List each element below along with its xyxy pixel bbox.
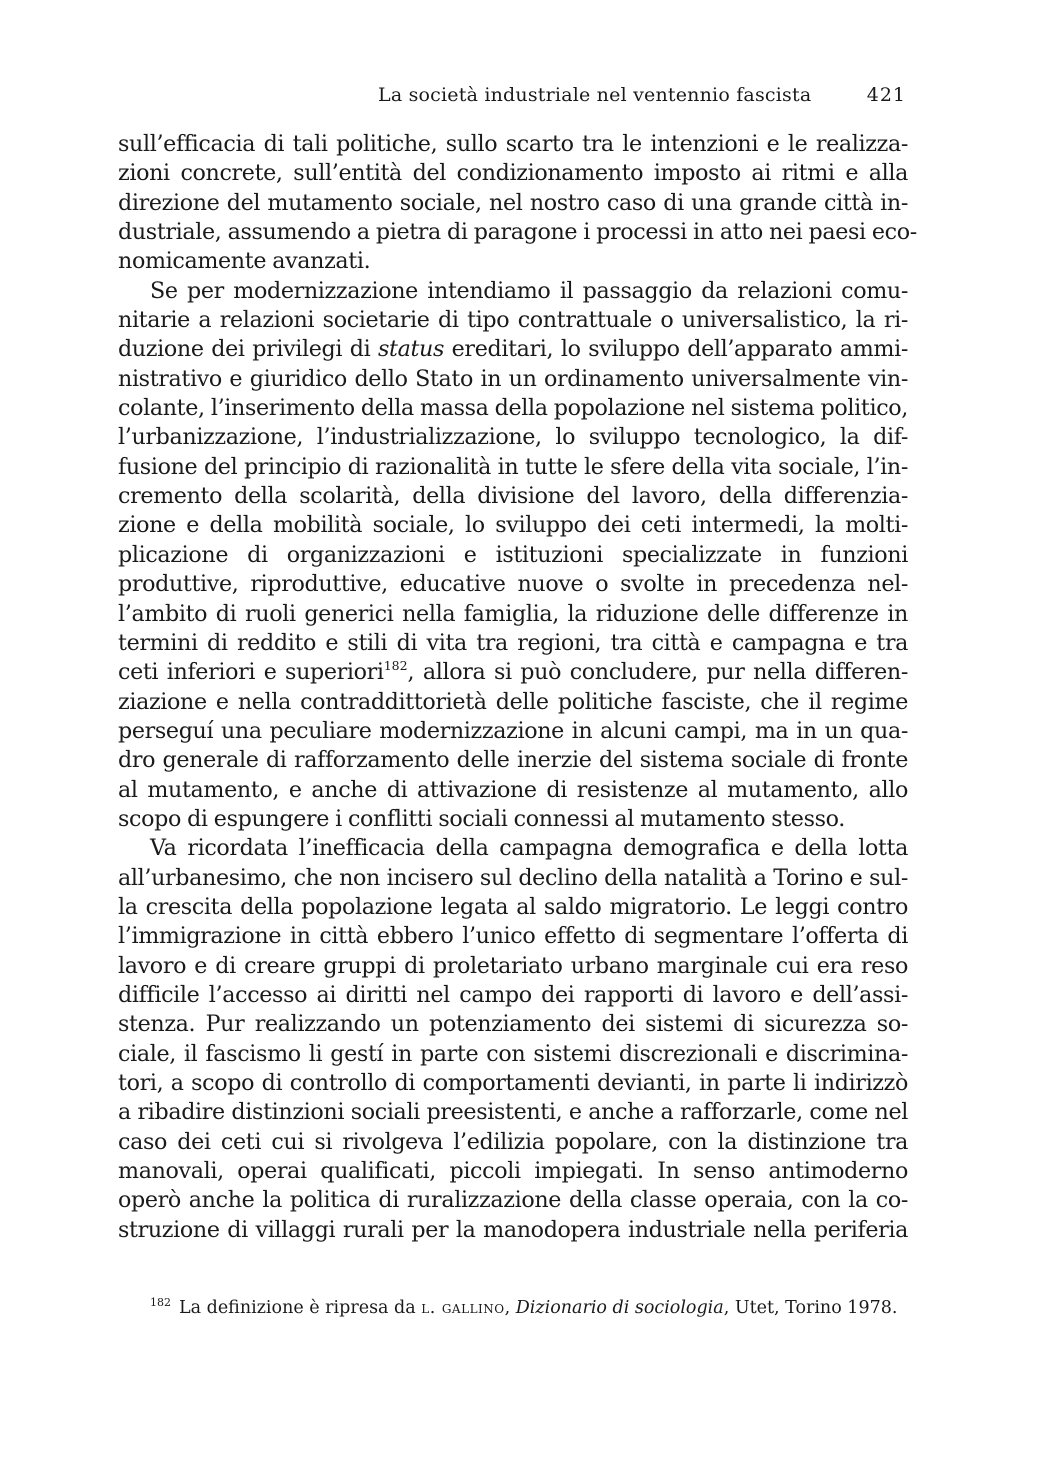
text-line: lavoro e di creare gruppi di proletariato urbano marginale cui era reso (118, 952, 908, 979)
text-line: stenza. Pur realizzando un potenziamento dei sistemi di sicurezza so- (118, 1011, 908, 1038)
text-line: l’ambito di ruoli generici nella famiglia, la riduzione delle differenze in (118, 600, 908, 627)
text-line: l’urbanizzazione, l’industrializzazione, lo sviluppo tecnologico, la dif- (118, 424, 908, 451)
text-line: plicazione di organizzazioni e istituzioni specializzate in funzioni (118, 541, 908, 568)
text-line: operò anche la politica di ruralizzazione della classe operaia, con la co- (118, 1187, 908, 1214)
text-line: cremento della scolarità, della divisione del lavoro, della differenzia- (118, 483, 908, 510)
text-line: a ribadire distinzioni sociali preesistenti, e anche a rafforzarle, come nel (118, 1099, 908, 1126)
text-line (118, 335, 908, 364)
text-fragment: ceti inferiori e superiori (118, 659, 384, 686)
text-line: nomicamente avanzati. (118, 248, 371, 275)
text-line: sull’efficacia di tali politiche, sullo scarto tra le intenzioni e le realizza- (118, 131, 908, 157)
footnote-number: 182 (150, 1296, 171, 1310)
text-line: zione e della mobilità sociale, lo sviluppo dei ceti intermedi, la molti- (118, 512, 908, 539)
running-header (118, 84, 906, 112)
text-line: direzione del mutamento sociale, nel nostro caso di una grande città in- (118, 189, 908, 216)
footnote-reference[interactable]: 182 (383, 657, 408, 673)
text-line: fusione del principio di razionalità in tutte le sfere della vita sociale, l’in- (118, 453, 908, 480)
text-line: termini di reddito e stili di vita tra regioni, tra città e campagna e tra (118, 629, 908, 656)
text-line: produttive, riproduttive, educative nuove o svolte in precedenza nel- (118, 571, 908, 598)
text-line: ciale, il fascismo li gestí in parte con sistemi discrezionali e discrimina- (118, 1040, 908, 1067)
text-line: difficile l’accesso ai diritti nel campo dei rapporti di lavoro e dell’assi- (118, 981, 908, 1008)
text-line: al mutamento, e anche di attivazione di resistenze al mutamento, allo (118, 776, 908, 803)
text-line: tori, a scopo di controllo di comportamenti devianti, in parte li indirizzò (118, 1070, 908, 1096)
text-line: dustriale, assumendo a pietra di paragone i processi in atto nei paesi eco- (118, 219, 917, 246)
page-number: 421 (866, 84, 906, 106)
text-fragment: ereditari, lo sviluppo dell’apparato ammi- (444, 336, 908, 363)
footnote (150, 1296, 910, 1320)
text-line: Va ricordata l’inefficacia della campagna demografica e della lotta (150, 835, 908, 862)
text-line: caso dei ceti cui si rivolgeva l’edilizia popolare, con la distinzione tra (118, 1128, 908, 1155)
text-line: Se per modernizzazione intendiamo il passaggio da relazioni comu- (150, 277, 908, 304)
text-line: zioni concrete, sull’entità del condizionamento imposto ai ritmi e alla (118, 160, 908, 187)
text-line: nitarie a relazioni societarie di tipo contrattuale o universalistico, la ri- (118, 307, 908, 334)
italic-term: status (378, 336, 445, 363)
text-line: manovali, operai qualificati, piccoli impiegati. In senso antimoderno (118, 1158, 908, 1185)
text-line: scopo di espungere i conflitti sociali connessi al mutamento stesso. (118, 805, 845, 832)
footnote-text: La definizione è ripresa da (179, 1298, 422, 1318)
text-line (118, 658, 908, 687)
text-fragment: duzione dei privilegi di (118, 336, 378, 363)
text-line: all’urbanesimo, che non incisero sul declino della natalità a Torino e sul- (118, 864, 908, 891)
footnote-author: l. gallino (421, 1298, 505, 1318)
text-line: la crescita della popolazione legata al saldo migratorio. Le leggi contro (118, 893, 908, 920)
footnote-text: , (504, 1298, 516, 1318)
text-line: perseguí una peculiare modernizzazione in alcuni campi, ma in un qua- (118, 717, 908, 744)
text-line: ziazione e nella contraddittorietà delle politiche fasciste, che il regime (118, 688, 908, 715)
text-line: colante, l’inserimento della massa della popolazione nel sistema politico, (118, 395, 908, 422)
text-line: struzione di villaggi rurali per la manodopera industriale nella periferia (118, 1216, 908, 1243)
footnote-text: , Utet, Torino 1978. (723, 1298, 898, 1318)
footnote-work-title: Dizionario di sociologia (515, 1298, 724, 1318)
text-line: nistrativo e giuridico dello Stato in un ordinamento universalmente vin- (118, 365, 908, 392)
running-title: La società industriale nel ventennio fascista (378, 84, 812, 106)
text-line: l’immigrazione in città ebbero l’unico effetto di segmentare l’offerta di (118, 923, 908, 950)
text-fragment: , allora si può concludere, pur nella differen- (407, 659, 908, 686)
body-text (118, 130, 917, 1245)
text-line: dro generale di rafforzamento delle inerzie del sistema sociale di fronte (118, 747, 908, 774)
